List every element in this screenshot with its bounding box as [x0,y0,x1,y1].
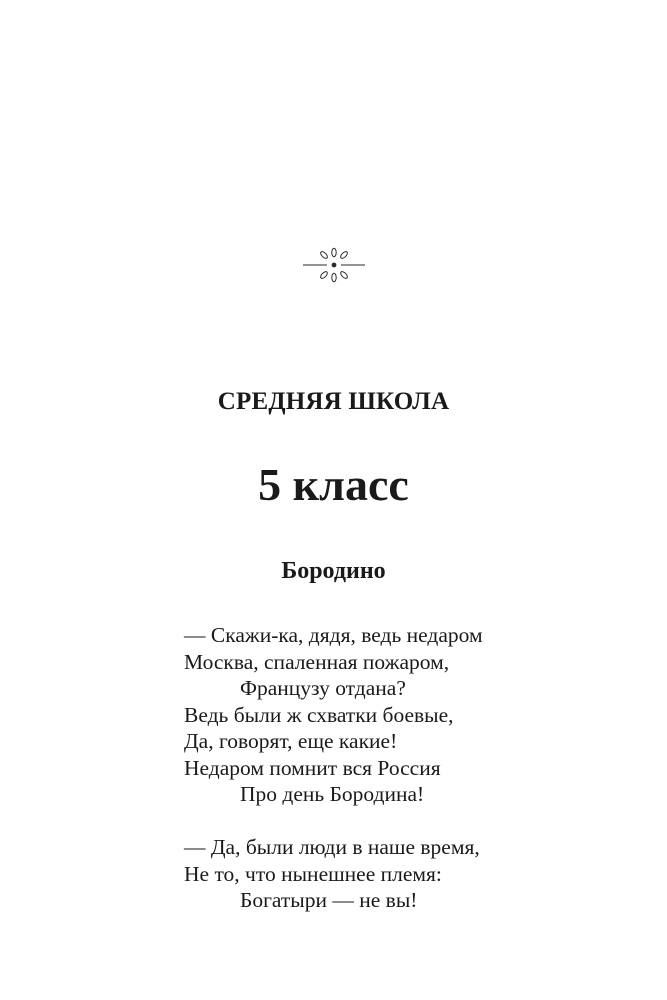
poem-line: — Да, были люди в наше время, [184,835,480,859]
flower-ornament-icon [303,246,365,284]
poem-line: Ведь были ж схватки боевые, [184,702,454,727]
grade-title: 5 класс [258,459,409,510]
poem-line: — Скажи-ка, дядя, ведь недаром [184,623,483,647]
poem-title: Бородино [281,558,386,584]
poem-line: Недаром помнит вся Россия [184,755,441,780]
poem-line: Богатыри — не вы! [240,888,418,912]
poem-stanza [184,622,644,808]
poem-stanza [184,834,644,914]
poem-line: Не то, что нынешнее племя: [184,861,442,886]
poem-line: Москва, спаленная пожаром, [184,649,450,674]
poem-line: Да, говорят, еще какие! [184,729,398,753]
poem-line: Французу отдана? [240,676,406,700]
poem-body [184,622,644,940]
poem-line: Про день Бородина! [240,782,425,806]
section-title: СРЕДНЯЯ ШКОЛА [217,388,450,415]
